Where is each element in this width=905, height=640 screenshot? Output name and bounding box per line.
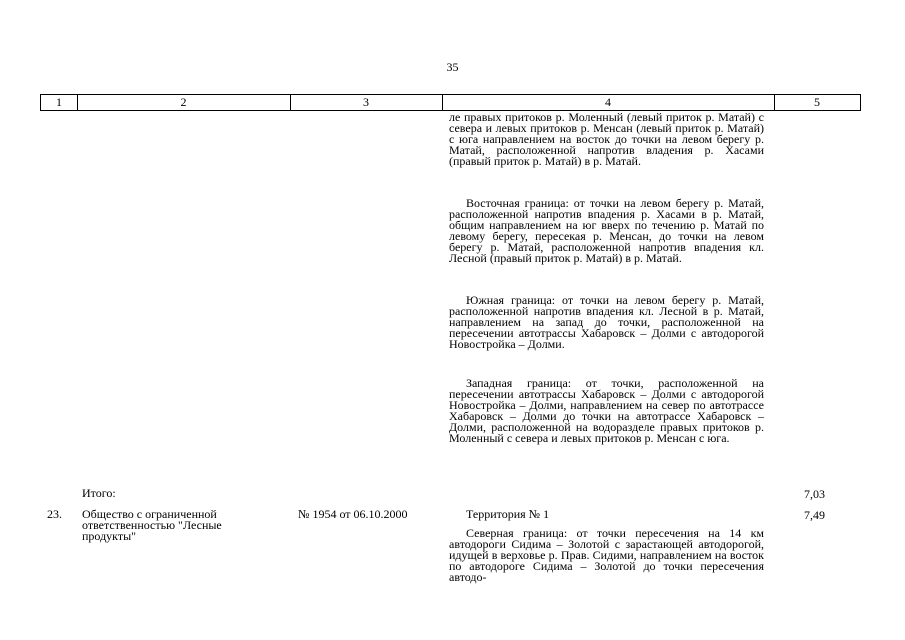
license-number: № 1954 от 06.10.2000 bbox=[298, 507, 408, 521]
column-header-2: 2 bbox=[77, 95, 291, 110]
territory-title: Территория № 1 bbox=[466, 507, 550, 521]
total-label: Итого: bbox=[82, 486, 116, 500]
east-border-paragraph: Восточная граница: от точки на левом берегу р. Матай, расположенной напротив впадения р. Хасами в р. Матай, общим направлением на юг вверх по течению р. Матай по левому берегу, пересекая р. Менсан, до точки на левом берегу р. Матай, расположенной напротив впадения кл. Лесной (правый приток р. Матай) в р. Матай. bbox=[449, 196, 764, 265]
south-border-paragraph: Южная граница: от точки на левом берегу р. Матай, расположенной напротив впадения кл. Лесной в р. Матай, направлением на запад до точки, расположенной на пересечении автотрассы Хабаровск – Долми с автодорогой Новостройка – Долми. bbox=[449, 293, 764, 351]
column-header-1: 1 bbox=[41, 95, 78, 110]
column-header-4: 4 bbox=[442, 95, 775, 110]
table-header-row bbox=[40, 94, 861, 111]
column-header-3: 3 bbox=[290, 95, 443, 110]
organization-name: Общество с ограниченной ответственностью "Лесные продукты" bbox=[82, 507, 222, 543]
area-value: 7,49 bbox=[804, 508, 825, 522]
continued-description: ле правых притоков р. Моленный (левый приток р. Матай) с севера и левых притоков р. Менсан (левый приток р. Матай) с юга направлением на восток до точки на левом берегу р. Матай, расположенной напротив владения р. Хасами (правый приток р. Матай) в р. Матай. bbox=[449, 110, 764, 168]
entry-number: 23. bbox=[47, 507, 62, 521]
column-header-5: 5 bbox=[814, 95, 820, 109]
page-number: 35 bbox=[446, 60, 459, 74]
total-value: 7,03 bbox=[804, 487, 825, 501]
north-border-paragraph: Северная граница: от точки пересечения на 14 км автодороги Сидима – Золотой с зарастающей автодорогой, идущей в верховье р. Прав. Сидими, направлением на восток по автодороге Сидима – Золотой до точки пересечения автодо- bbox=[449, 526, 764, 584]
west-border-paragraph: Западная граница: от точки, расположенной на пересечении автотрассы Хабаровск – Долми с автодорогой Новостройка – Долми, направлением на север по автотрассе Хабаровск – Долми до точки на автотрассе Хабаровск – Долми, расположенной на водоразделе правых притоков р. Моленный с севера и левых притоков р. Менсан с юга. bbox=[449, 376, 764, 445]
